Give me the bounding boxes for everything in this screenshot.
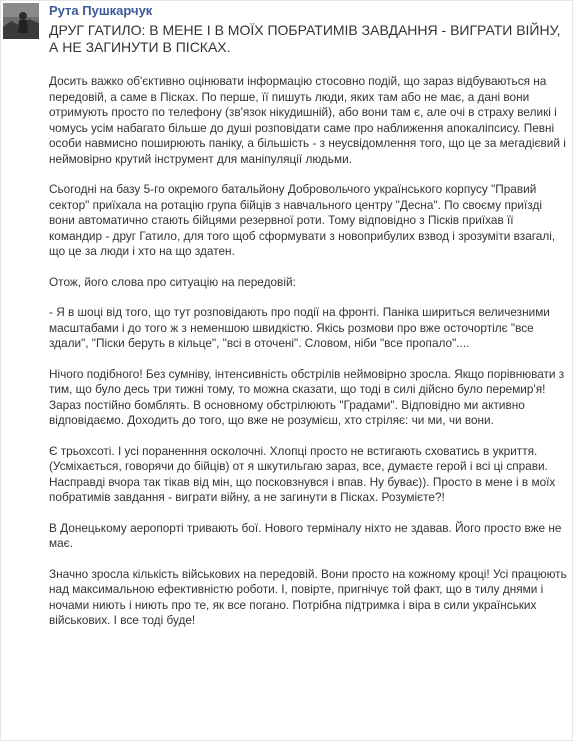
post-paragraph: - Я в шоці від того, що тут розповідають про події на фронті. Паніка шириться величезними масштабами і до того ж з неменшою швидкістю. Якісь розмови про вже осточортілє "все здали", "Піски беруть в кільце", "всі в оточені". Словом, ніби "все пропало".... (49, 305, 550, 350)
avatar-photo-icon (3, 3, 39, 39)
post-paragraph: Значно зросла кількість військових на передовій. Вони просто на кожному кроці! Усі працюють над максимальною ефективністю роботи. І, повірте, пригнічує той факт, що в тилу днями і ночами ниють і ниють про те, як все погано. Потрібна підтримка і віра в сили українських військових. І все тоді буде! (49, 566, 567, 627)
post-paragraph: В Донецькому аеропорті тривають бої. Нового терміналу ніхто не здавав. Його просто вже не має. (49, 520, 562, 550)
post-paragraph: Досить важко об'єктивно оцінювати інформацію стосовно подій, що зараз відбуваються на передовій, а саме в Пісках. По перше, її пишуть люди, яких там або не має, а дані вони отримують просто по телефону (зв'язок нікудишній), або вони там є, але очі в страху великі і чомусь усім набагато більше до душі розповідати саме про наближення апокаліпсису. Певні особи навмисно поширюють паніку, а більшість - з неусвідомлення того, що це за мегадієвий і неймовірно крутий інструмент для маніпуляції людьми. (49, 74, 566, 166)
post-paragraph: Нічого подібного! Без сумніву, інтенсивність обстрілів неймовірно зросла. Якщо порівнювати з тим, що було десь три тижні тому, то можна сказати, що тоді в силі дійсно було перемир'я! Зараз постійно бомблять. В основному обстрілюють "Градами". Відповідно ми активно відповідаємо. Доходить до того, що вже не розумієш, хто стріляє: чи ми, чи вони. (49, 366, 565, 427)
post-body (49, 21, 569, 644)
post-paragraph: Сьогодні на базу 5-го окремого батальйону Добровольчого українського корпусу "Правий сектор" приїхала на ротацію група бійців з навчального центру "Десна". По своєму приїзді вони автоматично стають бійцями резервної роти. Тому відповідно з Пісків приїхав її командир - друг Гатило, для того щоб сформувати з новоприбулих взвод і зрозуміти взагалі, що це за люди і хто на що здатен. (49, 182, 556, 258)
post-paragraph: Є трьохсоті. І усі пораненння осколочні. Хлопці просто не встигають сховатись в укриття. (Усміхається, говорячи до бійців) от я шкутильгаю зараз, все, думаєте герой і всі ці справи. Насправді вчора так тікав від мін, що посковзнувся і впав. Ну буває)). Просто в мене і в моїх побратимів завдання - виграти війну, а не загинути в Пісках. Розумієте?! (49, 443, 556, 504)
author-name-link[interactable]: Рута Пушкарчук (49, 3, 153, 18)
post-headline: ДРУГ ГАТИЛО: В МЕНЕ І В МОЇХ ПОБРАТИМІВ ЗАВДАННЯ - ВИГРАТИ ВІЙНУ, А НЕ ЗАГИНУТИ В ПІСКАХ. (49, 22, 561, 55)
post-paragraph: Отож, його слова про ситуацію на передовій: (49, 274, 296, 289)
avatar[interactable] (3, 3, 39, 39)
